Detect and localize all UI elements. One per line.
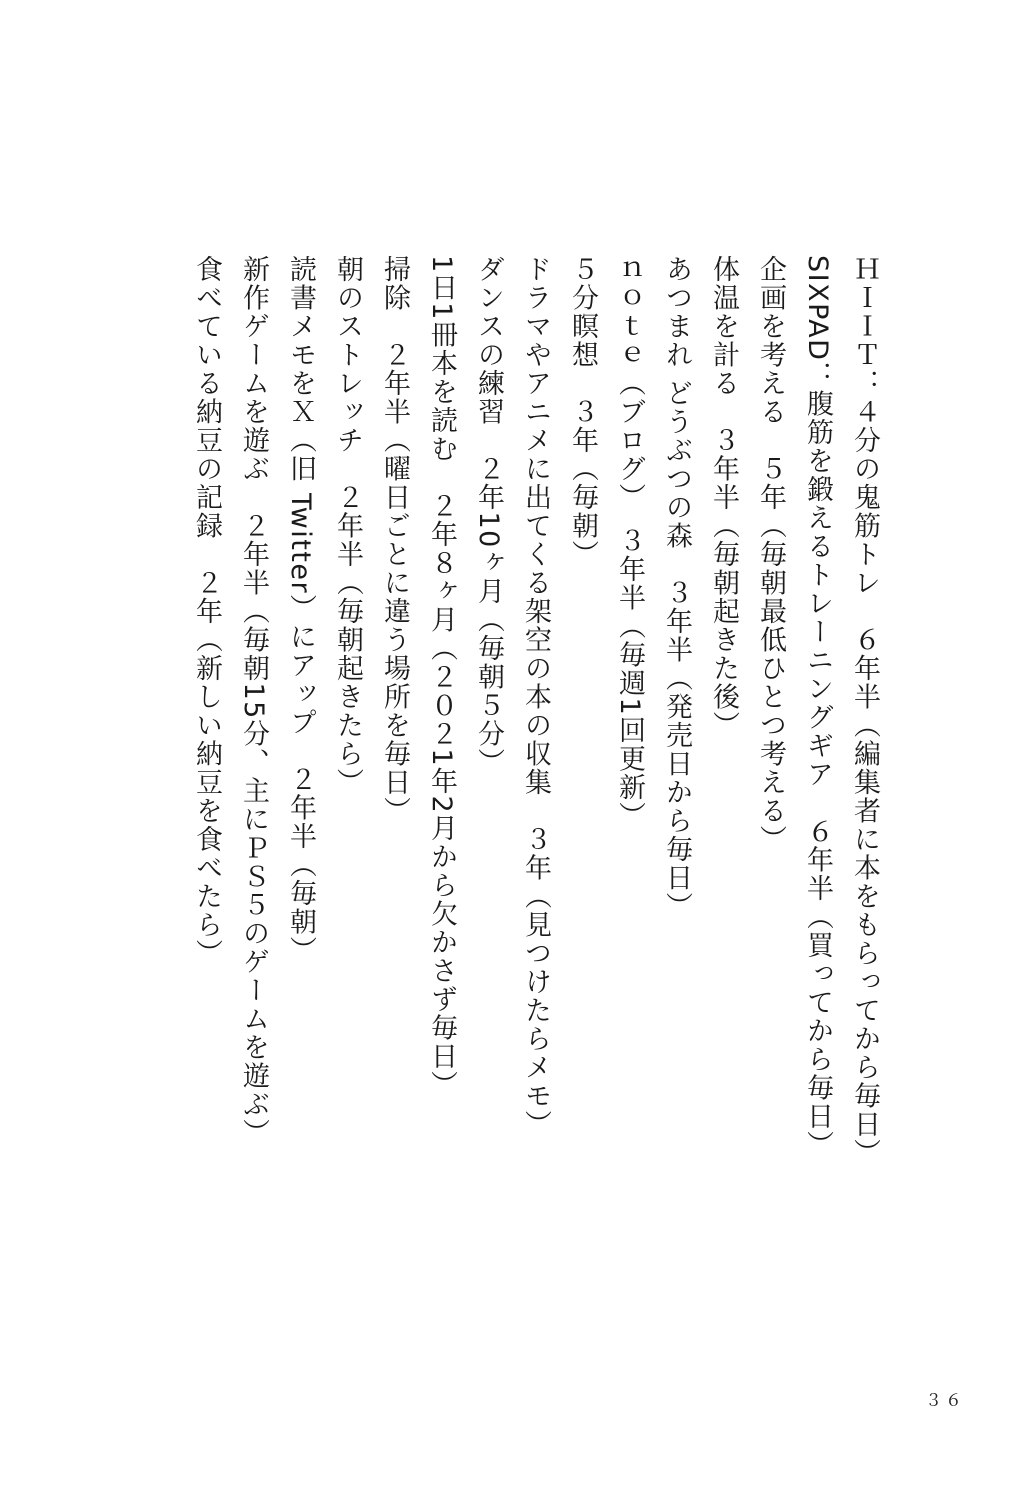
- habit-line: 朝のストレッチ ２年半（毎朝起きたら）: [332, 255, 363, 797]
- habit-line: 食べている納豆の記録 ２年（新しい納豆を食べたら）: [191, 255, 222, 968]
- habit-line: ｎｏｔｅ（ブログ） ３年半（毎週1回更新）: [614, 255, 645, 831]
- habit-line: ＨＩＩＴ：４分の鬼筋トレ ６年半（編集者に本をもらってから毎日）: [849, 255, 880, 1167]
- habit-line: 新作ゲームを遊ぶ ２年半（毎朝15分、主にＰＳ５のゲームを遊ぶ）: [238, 255, 269, 1148]
- habit-line: ドラマやアニメに出てくる架空の本の収集 ３年（見つけたらメモ）: [520, 255, 551, 1139]
- habit-line: ダンスの練習 ２年10ヶ月（毎朝５分）: [473, 255, 504, 777]
- habit-line: あつまれ どうぶつの森 ３年半（発売日から毎日）: [661, 255, 692, 921]
- habit-line: 掃除 ２年半（曜日ごとに違う場所を毎日）: [379, 255, 410, 825]
- habit-line: 読書メモをＸ（旧 Twitter）にアップ ２年半（毎朝）: [285, 255, 316, 965]
- habit-line: 体温を計る ３年半（毎朝起きた後）: [708, 255, 739, 740]
- habit-line: SIXPAD：腹筋を鍛えるトレーニングギア ６年半（買ってから毎日）: [802, 255, 833, 1160]
- habit-line: 企画を考える ５年（毎朝最低ひとつ考える）: [755, 255, 786, 854]
- habit-list: [183, 255, 888, 1167]
- habit-line: 1日1冊本を読む ２年８ヶ月（２０２1年2月から欠かさず毎日）: [426, 255, 457, 1100]
- habit-line: ５分瞑想 ３年（毎朝）: [567, 255, 598, 569]
- page-number: ３６: [925, 1391, 965, 1411]
